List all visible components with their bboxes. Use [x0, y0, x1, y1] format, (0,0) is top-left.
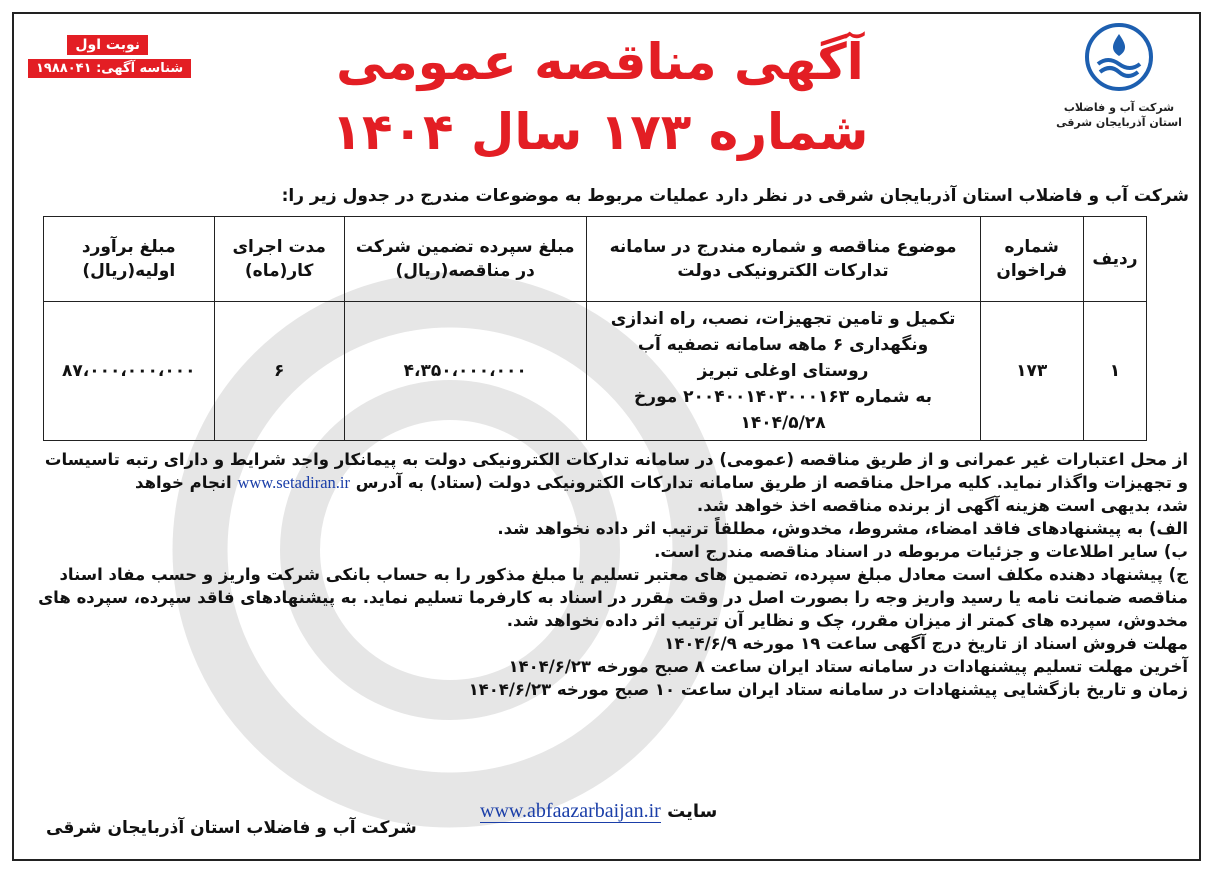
cell-row-number: ۱ [1083, 302, 1146, 441]
para-6: آخرین مهلت تسلیم پیشنهادات در سامانه ستاد ایران ساعت ۸ صبح مورخه ۱۴۰۴/۶/۲۳ [508, 657, 1188, 676]
subject-line-1: تکمیل و تامین تجهیزات، نصب، راه اندازی [610, 309, 956, 329]
signature: شرکت آب و فاضلاب استان آذربایجان شرقی [46, 818, 417, 838]
header-row-number: ردیف [1083, 217, 1146, 302]
main-title: آگهی مناقصه عمومی [336, 33, 864, 91]
para-1c: شد، بدیهی است هزینه آگهی از برنده مناقصه اخذ خواهد شد. [696, 496, 1188, 515]
para-2: الف) به پیشنهادهای فاقد امضاء، مشروط، مخدوش، مطلقاً ترتیب اثر داده نخواهد شد. [497, 519, 1188, 538]
ad-badges [28, 34, 208, 78]
site-label: سایت [667, 801, 718, 822]
header-duration: مدت اجرای کار(ماه) [214, 217, 344, 302]
header-estimate: مبلغ برآورد اولیه(ریال) [44, 217, 215, 302]
issue-badge: نوبت اول [67, 35, 148, 55]
header-guarantee: مبلغ سپرده تضمین شرکت در مناقصه(ریال) [344, 217, 586, 302]
company-name-line1: شرکت آب و فاضلاب [1063, 101, 1175, 114]
ad-id-badge: شناسه آگهی: ۱۹۸۸۰۴۱ [28, 59, 191, 78]
cell-subject [586, 302, 980, 441]
para-5: مهلت فروش اسناد از تاریخ درج آگهی ساعت ۱۹ مورخه ۱۴۰۴/۶/۹ [664, 634, 1188, 653]
water-drop-logo-icon [1084, 22, 1154, 92]
cell-estimate: ۸۷،۰۰۰،۰۰۰،۰۰۰ [44, 302, 215, 441]
para-4b: مناقصه ضمانت نامه یا رسید واریز وجه را بصورت اصل در وقت مقرر در اسناد به کارفرما تسلیم نماید. به پیشنهادهای فاقد سپرده، سپرده های [38, 588, 1188, 607]
para-1b-pre: و تجهیزات واگذار نماید. کلیه مراحل مناقصه از طریق سامانه تدارکات الکترونیکی دولت (ستاد) به آدرس [355, 473, 1188, 492]
header-call-number: شماره فراخوان [980, 217, 1083, 302]
para-3: ب) سایر اطلاعات و جزئیات مربوطه در اسناد مناقصه مندرج است. [654, 542, 1188, 561]
cell-duration: ۶ [214, 302, 344, 441]
body-text [28, 448, 1188, 701]
abfa-site-link[interactable]: www.abfaazarbaijan.ir [480, 800, 661, 822]
site-line [480, 800, 717, 823]
setadiran-link[interactable]: www.setadiran.ir [237, 473, 350, 492]
para-1b [28, 471, 1188, 494]
table-row [44, 302, 1147, 441]
para-1b-post: انجام خواهد [135, 473, 232, 492]
cell-call-number: ۱۷۳ [980, 302, 1083, 441]
para-1a: از محل اعتبارات غیر عمرانی و از طریق مناقصه (عمومی) در سامانه تدارکات الکترونیکی دولت به پیمانکار واجد شرایط و دارای رتبه تاسیسات [44, 450, 1188, 469]
tender-table [43, 216, 1147, 441]
para-7: زمان و تاریخ بازگشایی پیشنهادات در سامانه ستاد ایران ساعت ۱۰ صبح مورخه ۱۴۰۴/۶/۲۳ [468, 680, 1188, 699]
company-name-line2: استان آذربایجان شرقی [1056, 116, 1182, 129]
para-4a: ج) پیشنهاد دهنده مکلف است معادل مبلغ سپرده، تضمین های معتبر تسلیم یا مبلغ مذکور را به حساب بانکی شرکت واریز و حسب مفاد اسناد [59, 565, 1188, 584]
para-4c: مخدوش، سپرده های کمتر از میزان مقرر، چک و نظایر آن ترتیب اثر داده نخواهد شد. [506, 611, 1188, 630]
subject-line-2: ونگهداری ۶ ماهه سامانه تصفیه آب [637, 335, 929, 355]
subject-line-3: روستای اوغلی تبریز [697, 361, 869, 381]
header-subject: موضوع مناقصه و شماره مندرج در سامانه تدارکات الکترونیکی دولت [586, 217, 980, 302]
intro-text: شرکت آب و فاضلاب استان آذربایجان شرقی در نظر دارد عملیات مربوط به موضوعات مندرج در جدول زیر را: [281, 186, 1189, 206]
cell-guarantee: ۴،۳۵۰،۰۰۰،۰۰۰ [344, 302, 586, 441]
table-header-row [44, 217, 1147, 302]
subject-line-4: به شماره ۲۰۰۴۰۰۱۴۰۳۰۰۰۱۶۳ مورخ ۱۴۰۴/۵/۲۸ [634, 387, 933, 433]
tender-number-title: شماره ۱۷۳ سال ۱۴۰۴ [331, 103, 869, 161]
company-logo-block [1049, 22, 1189, 130]
